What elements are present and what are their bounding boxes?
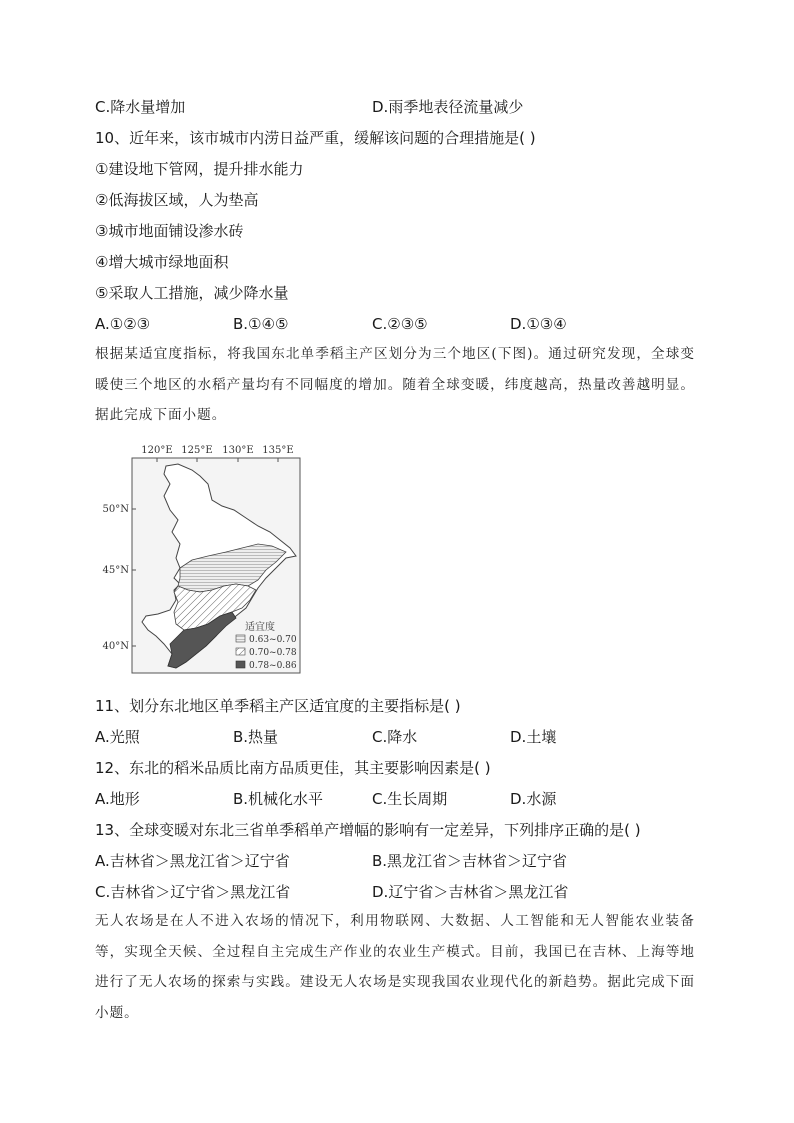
q11-option-c: C.降水 <box>372 728 418 746</box>
q13-option-b: B.黑龙江省＞吉林省＞辽宁省 <box>372 852 568 870</box>
q9-option-d: D.雨季地表径流量减少 <box>372 98 524 116</box>
q13-option-d: D.辽宁省＞吉林省＞黑龙江省 <box>372 883 569 901</box>
q9-option-c: C.降水量增加 <box>95 98 186 116</box>
q10-option-b: B.①④⑤ <box>233 315 289 333</box>
q10-option-d: D.①③④ <box>510 315 567 333</box>
legend-item-mid: 0.70~0.78 <box>249 648 297 658</box>
q10-stem: 10、近年来，该市城市内涝日益严重，缓解该问题的合理措施是( ) <box>95 129 536 147</box>
lon-label-120: 120°E <box>141 445 173 456</box>
northeast-rice-map <box>100 440 305 680</box>
legend-swatch-high <box>236 661 245 668</box>
legend-item-high: 0.78~0.86 <box>249 661 297 671</box>
lon-label-135: 135°E <box>262 445 294 456</box>
q12-option-b: B.机械化水平 <box>233 790 324 808</box>
q13-option-a: A.吉林省＞黑龙江省＞辽宁省 <box>95 852 290 870</box>
legend-item-low: 0.63~0.70 <box>249 635 297 645</box>
q12-option-d: D.水源 <box>510 790 557 808</box>
q10-item-1: ①建设地下管网，提升排水能力 <box>95 160 304 178</box>
q12-option-c: C.生长周期 <box>372 790 448 808</box>
lon-label-130: 130°E <box>222 445 254 456</box>
q11-option-a: A.光照 <box>95 728 140 746</box>
lat-label-40: 40°N <box>102 641 129 652</box>
q12-option-a: A.地形 <box>95 790 140 808</box>
q10-option-a: A.①②③ <box>95 315 151 333</box>
legend-swatch-mid <box>236 648 245 655</box>
passage-unmanned-farm: 无人农场是在人不进入农场的情况下，利用物联网、大数据、人工智能和无人智能农业装备等，实现全天候、全过程自主完成生产作业的农业生产模式。目前，我国已在吉林、上海等地进行了无人农场的探索与实践。建设无人农场是实现我国农业现代化的新趋势。据此完成下面小题。 <box>95 913 695 1021</box>
legend-swatch-low <box>236 635 245 642</box>
legend-title: 适宜度 <box>245 622 275 633</box>
q10-item-3: ③城市地面铺设渗水砖 <box>95 222 244 240</box>
q10-item-2: ②低海拔区域，人为垫高 <box>95 191 259 209</box>
lat-label-50: 50°N <box>102 504 129 515</box>
lon-label-125: 125°E <box>181 445 213 456</box>
q11-option-b: B.热量 <box>233 728 279 746</box>
q10-item-4: ④增大城市绿地面积 <box>95 253 229 271</box>
q13-stem: 13、全球变暖对东北三省单季稻单产增幅的影响有一定差异，下列排序正确的是( ) <box>95 821 641 839</box>
q10-option-c: C.②③⑤ <box>372 315 428 333</box>
q13-option-c: C.吉林省＞辽宁省＞黑龙江省 <box>95 883 291 901</box>
passage-rice-suitability: 根据某适宜度指标，将我国东北单季稻主产区划分为三个地区(下图)。通过研究发现，全球变暖使三个地区的水稻产量均有不同幅度的增加。随着全球变暖，纬度越高，热量改善越明显。据此完成下面小题。 <box>95 346 695 423</box>
q11-option-d: D.土壤 <box>510 728 557 746</box>
q12-stem: 12、东北的稻米品质比南方品质更佳，其主要影响因素是( ) <box>95 759 491 777</box>
q11-stem: 11、划分东北地区单季稻主产区适宜度的主要指标是( ) <box>95 697 461 715</box>
q10-item-5: ⑤采取人工措施，减少降水量 <box>95 284 289 302</box>
lat-label-45: 45°N <box>102 565 129 576</box>
